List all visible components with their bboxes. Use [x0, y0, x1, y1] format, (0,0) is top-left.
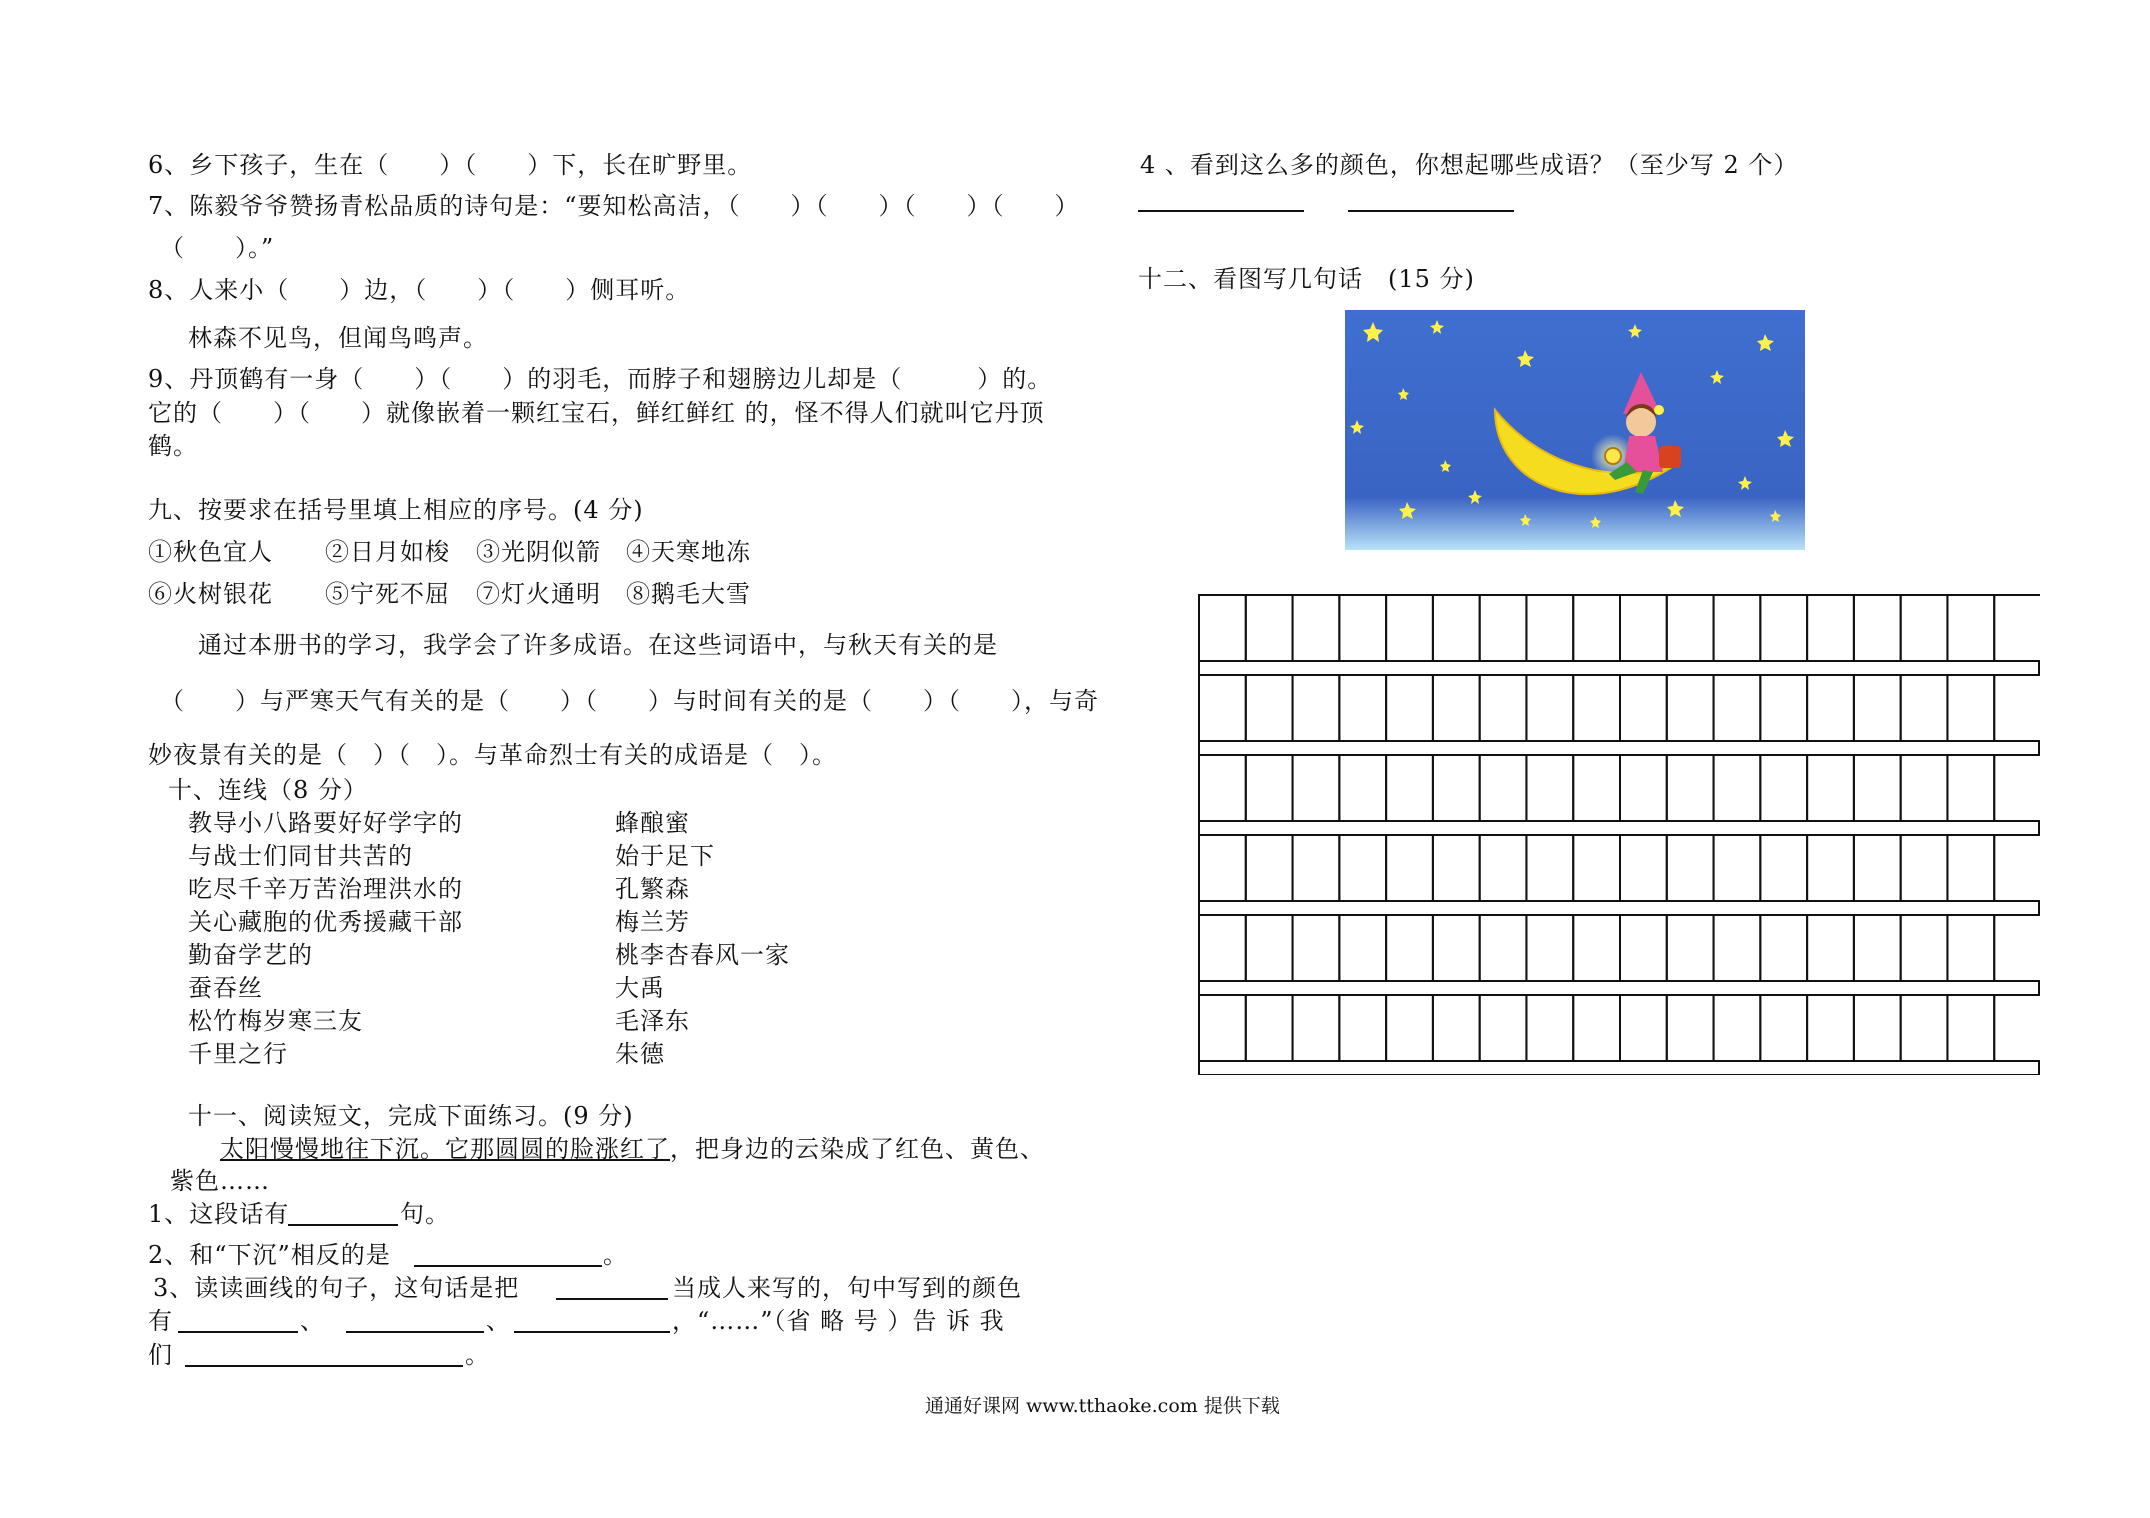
underlined-sentence: 太阳慢慢地往下沉。它那圆圆的脸涨红了 — [220, 1135, 670, 1163]
reading-q1-blank[interactable] — [288, 1224, 398, 1226]
grid-cell[interactable] — [1901, 595, 1948, 661]
grid-cell[interactable] — [1760, 915, 1807, 981]
grid-cell[interactable] — [1573, 835, 1620, 901]
grid-cell[interactable] — [1293, 675, 1340, 741]
reading-passage-line2: 紫色…… — [170, 1167, 270, 1195]
grid-cell[interactable] — [1339, 995, 1386, 1061]
grid-cell[interactable] — [1480, 915, 1527, 981]
grid-cell[interactable] — [1480, 755, 1527, 821]
question-4: 4 、看到这么多的颜色，你想起哪些成语？（至少写 2 个） — [1140, 151, 1799, 179]
grid-cell[interactable] — [1667, 835, 1714, 901]
grid-cell[interactable] — [1667, 915, 1714, 981]
grid-cell[interactable] — [1480, 995, 1527, 1061]
grid-cell[interactable] — [1807, 675, 1854, 741]
grid-cell[interactable] — [1339, 915, 1386, 981]
grid-cell[interactable] — [1573, 755, 1620, 821]
reading-q3-men: 们 — [148, 1341, 173, 1369]
grid-cell[interactable] — [1854, 995, 1901, 1061]
reading-q3-ellipsis-text: ，“……”（省 略 号 ）告 诉 我 — [672, 1307, 1005, 1335]
question-9-line1: 9、丹顶鹤有一身（ ）（ ）的羽毛，而脖子和翅膀边儿却是（ ）的。 — [148, 365, 1053, 393]
grid-cell[interactable] — [1573, 595, 1620, 661]
grid-cell[interactable] — [1760, 835, 1807, 901]
grid-cell[interactable] — [1573, 675, 1620, 741]
grid-cell[interactable] — [1620, 595, 1667, 661]
reading-q3-blank-color2[interactable] — [346, 1331, 484, 1333]
reading-q1-prefix: 1、这段话有 — [148, 1200, 290, 1228]
grid-cell[interactable] — [1667, 995, 1714, 1061]
lantern — [1605, 448, 1621, 464]
reading-q3-middle: 当成人来写的，句中写到的颜色 — [672, 1274, 1022, 1302]
match-left-2: 与战士们同甘共苦的 — [188, 842, 413, 870]
grid-cell[interactable] — [1714, 755, 1761, 821]
grid-row-gap — [1199, 821, 2039, 835]
grid-cell[interactable] — [1246, 835, 1293, 901]
grid-cell[interactable] — [1480, 595, 1527, 661]
grid-cell[interactable] — [1526, 675, 1573, 741]
idiom-6: ⑥火树银花 — [148, 580, 273, 608]
grid-cell[interactable] — [1199, 835, 1246, 901]
grid-cell[interactable] — [1947, 995, 1994, 1061]
question-7-line2: （ ）。” — [160, 234, 275, 262]
grid-cell[interactable] — [1901, 835, 1948, 901]
reading-q3-blank-color3[interactable] — [514, 1331, 670, 1333]
night-sky — [1345, 310, 1805, 550]
grid-row-gap — [1199, 981, 2039, 995]
grid-cell[interactable] — [1386, 595, 1433, 661]
match-left-4: 关心藏胞的优秀援藏干部 — [188, 908, 463, 936]
grid-cell[interactable] — [1807, 995, 1854, 1061]
grid-cell[interactable] — [1199, 675, 1246, 741]
section-10-title: 十、连线（8 分） — [168, 776, 368, 804]
grid-cell[interactable] — [1714, 675, 1761, 741]
grid-cell[interactable] — [1433, 675, 1480, 741]
grid-cell[interactable] — [1760, 675, 1807, 741]
grid-cell[interactable] — [1620, 995, 1667, 1061]
grid-cell[interactable] — [1480, 835, 1527, 901]
grid-cell[interactable] — [1994, 675, 2040, 741]
grid-row-gap — [1199, 741, 2039, 755]
grid-cell[interactable] — [1854, 755, 1901, 821]
grid-cell[interactable] — [1667, 755, 1714, 821]
grid-cell[interactable] — [1760, 995, 1807, 1061]
grid-cell[interactable] — [1854, 915, 1901, 981]
idiom-4: ④天寒地冻 — [626, 538, 751, 566]
grid-cell[interactable] — [1807, 755, 1854, 821]
grid-cell[interactable] — [1386, 675, 1433, 741]
reading-q2-suffix: 。 — [603, 1241, 628, 1269]
grid-cell[interactable] — [1620, 835, 1667, 901]
grid-cell[interactable] — [1854, 835, 1901, 901]
match-right-2: 始于足下 — [615, 842, 715, 870]
idiom-5: ⑤宁死不屈 — [325, 580, 450, 608]
question-9-line2: 它的（ ）（ ）就像嵌着一颗红宝石，鲜红鲜红 的，怪不得人们就叫它丹顶 — [148, 399, 1045, 427]
grid-cell[interactable] — [1854, 595, 1901, 661]
grid-row-gap — [1199, 901, 2039, 915]
grid-cell[interactable] — [1714, 835, 1761, 901]
reading-q3-blank-color1[interactable] — [178, 1331, 298, 1333]
grid-cell[interactable] — [1667, 675, 1714, 741]
grid-cell[interactable] — [1526, 755, 1573, 821]
idiom-blank-2[interactable] — [1348, 210, 1514, 212]
match-right-5: 桃李杏春风一家 — [615, 941, 790, 969]
question-8: 8、人来小（ ）边，（ ）（ ）侧耳听。 — [148, 276, 691, 304]
grid-cell[interactable] — [1994, 915, 2040, 981]
grid-cell[interactable] — [1854, 675, 1901, 741]
match-right-3: 孔繁森 — [615, 875, 690, 903]
reading-passage-line1 — [220, 1134, 1045, 1164]
grid-cell[interactable] — [1339, 755, 1386, 821]
grid-cell[interactable] — [1620, 755, 1667, 821]
grid-cell[interactable] — [1339, 835, 1386, 901]
grid-cell[interactable] — [1526, 915, 1573, 981]
question-9-line3: 鹤。 — [148, 432, 198, 460]
passage-rest: ，把身边的云染成了红色、黄色、 — [670, 1135, 1045, 1163]
section-9-title: 九、按要求在括号里填上相应的序号。(4 分) — [148, 496, 644, 524]
grid-cell[interactable] — [1199, 915, 1246, 981]
grid-cell[interactable] — [1620, 675, 1667, 741]
grid-cell[interactable] — [1526, 835, 1573, 901]
grid-cell[interactable] — [1947, 835, 1994, 901]
match-right-8: 朱德 — [615, 1040, 665, 1068]
grid-cell[interactable] — [1433, 755, 1480, 821]
match-right-7: 毛泽东 — [615, 1007, 690, 1035]
grid-cell[interactable] — [1901, 675, 1948, 741]
match-left-7: 松竹梅岁寒三友 — [188, 1007, 363, 1035]
reading-q3-sep2: 、 — [486, 1307, 511, 1335]
grid-cell[interactable] — [1901, 915, 1948, 981]
grid-cell[interactable] — [1620, 915, 1667, 981]
grid-row-gap — [1199, 661, 2039, 675]
grid-cell[interactable] — [1293, 835, 1340, 901]
grid-cell[interactable] — [1667, 595, 1714, 661]
grid-cell[interactable] — [1947, 595, 1994, 661]
match-right-1: 蜂酿蜜 — [615, 809, 690, 837]
section-9-paragraph-3: 妙夜景有关的是（ ）（ ）。与革命烈士有关的成语是（ ）。 — [148, 741, 837, 769]
grid-cell[interactable] — [1947, 915, 1994, 981]
grid-cell[interactable] — [1807, 835, 1854, 901]
reading-q1-suffix: 句。 — [400, 1200, 450, 1228]
grid-cell[interactable] — [1433, 595, 1480, 661]
section-9-paragraph-1: 通过本册书的学习，我学会了许多成语。在这些词语中，与秋天有关的是 — [198, 631, 998, 659]
grid-cell[interactable] — [1807, 915, 1854, 981]
idiom-blank-1[interactable] — [1138, 210, 1304, 212]
grid-cell[interactable] — [1994, 995, 2040, 1061]
match-right-4: 梅兰芳 — [615, 908, 690, 936]
grid-cell[interactable] — [1246, 595, 1293, 661]
grid-cell[interactable] — [1293, 995, 1340, 1061]
grid-cell[interactable] — [1199, 995, 1246, 1061]
grid-cell[interactable] — [1526, 995, 1573, 1061]
idiom-8: ⑧鹅毛大雪 — [626, 580, 751, 608]
grid-cell[interactable] — [1433, 995, 1480, 1061]
grid-cell[interactable] — [1246, 995, 1293, 1061]
match-left-8: 千里之行 — [188, 1040, 288, 1068]
writing-grid[interactable] — [1198, 593, 2040, 1075]
reading-q3-sep1: 、 — [300, 1307, 325, 1335]
grid-cell[interactable] — [1994, 595, 2040, 661]
grid-cell[interactable] — [1901, 995, 1948, 1061]
grid-cell[interactable] — [1901, 755, 1948, 821]
idiom-2: ②日月如梭 — [325, 538, 450, 566]
grid-cell[interactable] — [1994, 755, 2040, 821]
reading-q3-end: 。 — [465, 1341, 490, 1369]
match-left-5: 勤奋学艺的 — [188, 941, 313, 969]
grid-cell[interactable] — [1339, 675, 1386, 741]
question-6: 6、乡下孩子，生在（ ）（ ）下，长在旷野里。 — [148, 151, 753, 179]
grid-cell[interactable] — [1947, 675, 1994, 741]
moon-girl-picture — [1345, 310, 1805, 550]
grid-cell[interactable] — [1714, 995, 1761, 1061]
grid-cell[interactable] — [1386, 915, 1433, 981]
grid-cell[interactable] — [1386, 995, 1433, 1061]
idiom-7: ⑦灯火通明 — [476, 580, 601, 608]
grid-cell[interactable] — [1246, 675, 1293, 741]
reading-q3-blank-object[interactable] — [556, 1298, 668, 1300]
grid-cell[interactable] — [1526, 595, 1573, 661]
match-left-3: 吃尽千辛万苦治理洪水的 — [188, 875, 463, 903]
question-7-line1: 7、陈毅爷爷赞扬青松品质的诗句是：“要知松高洁，（ ）（ ）（ ）（ ） — [148, 192, 1080, 220]
reading-q3-prefix: 3、读读画线的句子，这句话是把 — [153, 1274, 520, 1302]
match-right-6: 大禹 — [615, 974, 665, 1002]
grid-cell[interactable] — [1246, 755, 1293, 821]
grid-cell[interactable] — [1714, 915, 1761, 981]
grid-cell[interactable] — [1293, 915, 1340, 981]
grid-cell[interactable] — [1293, 755, 1340, 821]
grid-cell[interactable] — [1573, 915, 1620, 981]
grid-cell[interactable] — [1433, 835, 1480, 901]
reading-q2-blank[interactable] — [414, 1265, 602, 1267]
grid-cell[interactable] — [1246, 915, 1293, 981]
grid-cell[interactable] — [1433, 915, 1480, 981]
idiom-3: ③光阴似箭 — [476, 538, 601, 566]
question-8-line2: 林森不见鸟，但闻鸟鸣声。 — [188, 324, 488, 352]
grid-cell[interactable] — [1199, 595, 1246, 661]
match-left-1: 教导小八路要好好学字的 — [188, 809, 463, 837]
footer-credit: 通通好课网 www.tthaoke.com 提供下载 — [925, 1395, 1280, 1417]
section-9-paragraph-2: （ ）与严寒天气有关的是（ ）（ ）与时间有关的是（ ）（ ），与奇 — [160, 687, 1099, 715]
match-left-6: 蚕吞丝 — [188, 974, 263, 1002]
section-12-title: 十二、看图写几句话 (15 分) — [1138, 265, 1475, 293]
grid-cell[interactable] — [1386, 835, 1433, 901]
grid-cell[interactable] — [1994, 835, 2040, 901]
grid-cell[interactable] — [1714, 595, 1761, 661]
grid-cell[interactable] — [1760, 755, 1807, 821]
grid-row-gap — [1199, 1061, 2039, 1075]
grid-cell[interactable] — [1339, 595, 1386, 661]
reading-q3-blank-meaning[interactable] — [185, 1365, 463, 1367]
section-11-title: 十一、阅读短文，完成下面练习。(9 分) — [188, 1102, 634, 1130]
grid-cell[interactable] — [1293, 595, 1340, 661]
grid-cell[interactable] — [1807, 595, 1854, 661]
grid-cell[interactable] — [1386, 755, 1433, 821]
grid-cell[interactable] — [1480, 675, 1527, 741]
grid-cell[interactable] — [1947, 755, 1994, 821]
reading-q3-you: 有 — [148, 1307, 173, 1335]
reading-q2-prefix: 2、和“下沉”相反的是 — [148, 1241, 391, 1269]
grid-cell[interactable] — [1760, 595, 1807, 661]
grid-cell[interactable] — [1573, 995, 1620, 1061]
idiom-1: ①秋色宜人 — [148, 538, 273, 566]
grid-cell[interactable] — [1199, 755, 1246, 821]
